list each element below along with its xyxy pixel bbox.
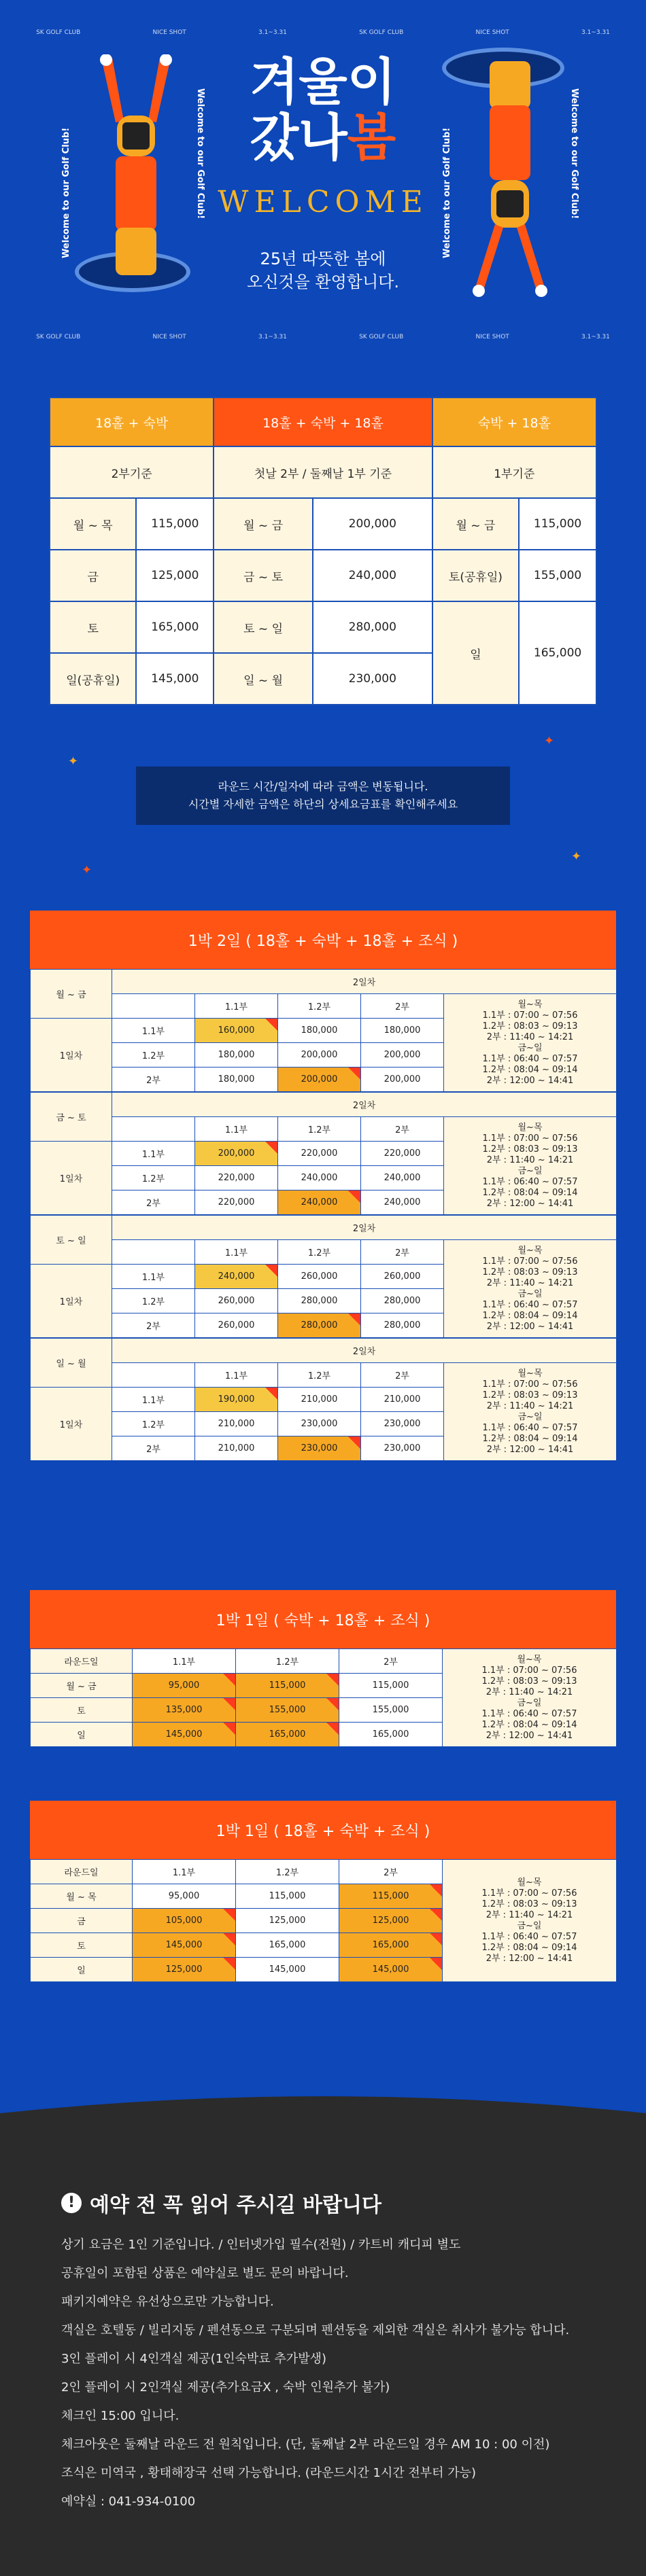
price-cell: 200,000 (361, 1043, 444, 1068)
hero-subtitle (0, 247, 646, 294)
notice-line1: 라운드 시간/일자에 따라 금액은 변동됩니다. (218, 780, 428, 793)
exclamation-icon: ! (61, 2193, 82, 2213)
notice-line2: 시간별 자세한 금액은 하단의 상세요금표를 확인해주세요 (188, 798, 458, 811)
time-line: 1.1부 : 07:00 ~ 07:56 (481, 1888, 577, 1899)
day1-label: 1일차 (31, 1019, 112, 1092)
day-label: 월 ~ 목 (50, 498, 136, 550)
price-cell: 165,000 (339, 1723, 443, 1747)
caution-item: 예약실 : 041-934-0100 (61, 2494, 196, 2509)
time-line: 월~목 (517, 999, 543, 1010)
strip-item: NICE SHOT (152, 29, 186, 36)
day-label: 금 ~ 토 (214, 550, 313, 601)
col-header: 1.1부 (195, 1363, 278, 1388)
time-line: 금~일 (517, 1042, 543, 1053)
caution-list (61, 2233, 585, 2514)
price-cell: 165,000 (236, 1723, 339, 1747)
time-line: 2부 : 12:00 ~ 14:41 (486, 1198, 574, 1209)
time-line: 1.2부 : 08:04 ~ 09:14 (482, 1064, 578, 1075)
price-cell: 280,000 (361, 1289, 444, 1313)
row-label: 1.1부 (112, 1019, 195, 1043)
time-info-cell (444, 1117, 617, 1215)
strip-item: SK GOLF CLUB (359, 334, 404, 340)
day2-label: 2일차 (112, 1339, 617, 1363)
day1-label: 1일차 (31, 1142, 112, 1215)
hero-subtitle-line2: 오신것을 환영합니다. (247, 272, 399, 292)
time-line: 금~일 (517, 1920, 542, 1931)
blank-cell (112, 994, 195, 1019)
section-2day-package (30, 911, 616, 1461)
col-header: 1.2부 (236, 1649, 339, 1674)
price-cell: 180,000 (278, 1019, 361, 1043)
price-cell: 200,000 (361, 1068, 444, 1092)
price-cell: 165,000 (519, 601, 596, 705)
time-line: 금~일 (517, 1165, 543, 1176)
col-header: 1.2부 (278, 1363, 361, 1388)
day-label: 일 (432, 601, 519, 705)
price-cell: 125,000 (136, 550, 214, 601)
caution-title-text: 예약 전 꼭 읽어 주시길 바랍니다 (90, 2193, 381, 2217)
col-header: 1.2부 (278, 1240, 361, 1265)
col-header: 1.1부 (133, 1860, 236, 1884)
col-header: 2부 (361, 1117, 444, 1142)
day-label: 일 (31, 1958, 133, 1982)
time-line: 금~일 (517, 1288, 543, 1299)
price-cell: 125,000 (133, 1958, 236, 1982)
price-cell: 135,000 (133, 1698, 236, 1723)
price-cell: 260,000 (278, 1265, 361, 1289)
time-line: 1.2부 : 08:03 ~ 09:13 (482, 1267, 578, 1277)
time-line: 2부 : 12:00 ~ 14:41 (486, 1953, 573, 1964)
time-line: 2부 : 12:00 ~ 14:41 (486, 1075, 574, 1086)
period-block (30, 1215, 617, 1338)
section-title: 1박 1일 ( 18홀 + 숙박 + 조식 ) (30, 1801, 616, 1859)
price-cell: 115,000 (236, 1674, 339, 1698)
col-header: 1.2부 (278, 1117, 361, 1142)
col-header: 라운드일 (31, 1860, 133, 1884)
price-notice (136, 766, 510, 825)
price-cell: 240,000 (278, 1166, 361, 1190)
price-cell: 280,000 (361, 1313, 444, 1338)
section-stay-18-package (30, 1590, 616, 1747)
header-18-stay: 18홀 + 숙박 (50, 398, 214, 446)
header-stay-18: 숙박 + 18홀 (432, 398, 596, 446)
day2-label: 2일차 (112, 1093, 617, 1117)
base-label: 첫날 2부 / 둘째날 1부 기준 (214, 446, 432, 498)
price-cell: 260,000 (195, 1313, 278, 1338)
hero-subtitle-line1: 25년 따뜻한 봄에 (260, 249, 386, 268)
caution-item: 체크인 15:00 입니다. (61, 2409, 180, 2423)
price-cell: 165,000 (136, 601, 214, 653)
row-label: 2부 (112, 1313, 195, 1338)
time-line: 1.1부 : 06:40 ~ 07:57 (481, 1708, 577, 1719)
time-line: 1.1부 : 06:40 ~ 07:57 (482, 1176, 578, 1187)
time-line: 금~일 (517, 1697, 542, 1708)
col-header: 라운드일 (31, 1649, 133, 1674)
row-label: 1.2부 (112, 1043, 195, 1068)
curve-text-right: Welcome to our Golf Club! (569, 88, 579, 219)
time-line: 1.2부 : 08:03 ~ 09:13 (482, 1021, 578, 1031)
base-label: 2부기준 (50, 446, 214, 498)
price-cell: 240,000 (361, 1190, 444, 1215)
day-label: 일 (31, 1723, 133, 1747)
section-grid (30, 969, 616, 1461)
row-label: 1.2부 (112, 1412, 195, 1436)
col-header: 1.1부 (195, 1240, 278, 1265)
price-cell: 160,000 (195, 1019, 278, 1043)
price-cell: 180,000 (195, 1043, 278, 1068)
confetti-icon: ✦ (68, 754, 79, 769)
bottom-strip (0, 332, 646, 342)
day-label: 일 ~ 월 (214, 653, 313, 705)
price-cell: 230,000 (278, 1412, 361, 1436)
time-line: 1.2부 : 08:04 ~ 09:14 (481, 1719, 577, 1730)
price-cell: 260,000 (195, 1289, 278, 1313)
row-label: 1.1부 (112, 1142, 195, 1166)
price-cell: 115,000 (236, 1884, 339, 1909)
time-line: 월~목 (517, 1877, 542, 1888)
price-cell: 165,000 (339, 1933, 443, 1958)
time-line: 월~목 (517, 1122, 543, 1133)
time-line: 2부 : 11:40 ~ 14:21 (486, 1154, 574, 1165)
row-label: 1.2부 (112, 1289, 195, 1313)
price-cell: 145,000 (339, 1958, 443, 1982)
time-line: 1.1부 : 06:40 ~ 07:57 (482, 1299, 578, 1310)
col-header: 2부 (361, 994, 444, 1019)
price-cell: 210,000 (195, 1412, 278, 1436)
time-line: 1.1부 : 06:40 ~ 07:57 (481, 1931, 577, 1942)
price-cell: 210,000 (361, 1388, 444, 1412)
day1-label: 1일차 (31, 1265, 112, 1338)
col-header: 2부 (361, 1363, 444, 1388)
day-label: 토 ~ 일 (214, 601, 313, 653)
price-summary-table (49, 397, 597, 705)
row-label: 1.2부 (112, 1166, 195, 1190)
confetti-icon: ✦ (571, 849, 582, 864)
period-label: 월 ~ 금 (31, 970, 112, 1019)
caution-item: 상기 요금은 1인 기준입니다. / 인터넷가입 필수(전원) / 카트비 캐디피 별도 (61, 2238, 461, 2252)
caution-item: 체크아웃은 둘째날 라운드 전 원칙입니다. (단, 둘째날 2부 라운드일 경우 AM 10 : 00 이전) (61, 2437, 550, 2452)
day2-label: 2일차 (112, 1216, 617, 1240)
hero-title-line1: 겨울이 (250, 53, 396, 111)
day-label: 토 (31, 1933, 133, 1958)
section-18-stay-package (30, 1801, 616, 1982)
strip-item: SK GOLF CLUB (36, 29, 81, 36)
strip-item: NICE SHOT (475, 334, 509, 340)
time-info-cell (444, 1240, 617, 1338)
row-label: 2부 (112, 1190, 195, 1215)
time-line: 2부 : 11:40 ~ 14:21 (486, 1400, 574, 1411)
price-cell: 190,000 (195, 1388, 278, 1412)
time-line: 2부 : 11:40 ~ 14:21 (486, 1687, 573, 1697)
price-cell: 115,000 (136, 498, 214, 550)
strip-item: SK GOLF CLUB (359, 29, 404, 36)
price-cell: 145,000 (133, 1723, 236, 1747)
day-label: 월 ~ 금 (432, 498, 519, 550)
col-header: 1.2부 (236, 1860, 339, 1884)
price-cell: 240,000 (313, 550, 432, 601)
price-cell: 260,000 (361, 1265, 444, 1289)
price-cell: 115,000 (339, 1884, 443, 1909)
price-cell: 180,000 (195, 1068, 278, 1092)
hero-title-line2 (0, 110, 646, 166)
strip-item: NICE SHOT (475, 29, 509, 36)
price-cell: 165,000 (236, 1933, 339, 1958)
price-cell: 230,000 (313, 653, 432, 705)
row-label: 2부 (112, 1068, 195, 1092)
time-info-cell (444, 994, 617, 1092)
welcome-text: WELCOME (218, 185, 428, 219)
price-cell: 200,000 (195, 1142, 278, 1166)
caution-item: 2인 플레이 시 2인객실 제공(추가요금X , 숙박 인원추가 불가) (61, 2380, 390, 2395)
price-cell: 95,000 (133, 1674, 236, 1698)
price-cell: 230,000 (361, 1412, 444, 1436)
confetti-icon: ✦ (82, 863, 92, 877)
curve-text-right-2: Welcome to our Golf Club! (442, 127, 452, 258)
blank-cell (112, 1117, 195, 1142)
section-title: 1박 1일 ( 숙박 + 18홀 + 조식 ) (30, 1590, 616, 1648)
time-line: 1.2부 : 08:04 ~ 09:14 (482, 1310, 578, 1321)
day-label: 일(공휴일) (50, 653, 136, 705)
day-label: 금 (50, 550, 136, 601)
price-cell: 155,000 (519, 550, 596, 601)
strip-item: 3.1~3.31 (581, 29, 610, 36)
time-line: 월~목 (517, 1245, 543, 1256)
period-label: 일 ~ 월 (31, 1339, 112, 1388)
caution-item: 조식은 미역국 , 황태해장국 선택 가능합니다. (라운드시간 1시간 전부터 가능) (61, 2466, 477, 2480)
price-cell: 280,000 (313, 601, 432, 653)
col-header: 1.1부 (133, 1649, 236, 1674)
day-label: 월 ~ 금 (31, 1674, 133, 1698)
time-line: 1.2부 : 08:03 ~ 09:13 (482, 1144, 578, 1154)
time-info-cell (443, 1649, 617, 1747)
caution-item: 공휴일이 포함된 상품은 예약실로 별도 문의 바랍니다. (61, 2266, 349, 2280)
row-label: 1.1부 (112, 1388, 195, 1412)
top-strip (0, 27, 646, 38)
hero-title (0, 54, 646, 166)
time-line: 2부 : 11:40 ~ 14:21 (486, 1909, 573, 1920)
price-cell: 200,000 (313, 498, 432, 550)
price-cell: 145,000 (236, 1958, 339, 1982)
price-cell: 180,000 (361, 1019, 444, 1043)
col-header: 1.2부 (278, 994, 361, 1019)
section-grid (30, 1859, 617, 1982)
strip-item: 3.1~3.31 (258, 334, 287, 340)
section-title: 1박 2일 ( 18홀 + 숙박 + 18홀 + 조식 ) (30, 911, 616, 969)
time-line: 2부 : 12:00 ~ 14:41 (486, 1321, 574, 1332)
day-label: 월 ~ 금 (214, 498, 313, 550)
price-cell: 240,000 (195, 1265, 278, 1289)
day-label: 토 (50, 601, 136, 653)
price-cell: 155,000 (339, 1698, 443, 1723)
col-header: 2부 (361, 1240, 444, 1265)
price-cell: 220,000 (195, 1166, 278, 1190)
price-cell: 240,000 (278, 1190, 361, 1215)
row-label: 1.1부 (112, 1265, 195, 1289)
curve-text-left-2: Welcome to our Golf Club! (195, 88, 205, 219)
period-block (30, 1092, 617, 1215)
day-label: 토 (31, 1698, 133, 1723)
time-line: 1.2부 : 08:03 ~ 09:13 (481, 1676, 577, 1687)
time-line: 1.2부 : 08:03 ~ 09:13 (481, 1899, 577, 1909)
period-label: 금 ~ 토 (31, 1093, 112, 1142)
time-info-cell (444, 1363, 617, 1461)
day2-label: 2일차 (112, 970, 617, 994)
hero-title-gone: 갔나 (250, 109, 347, 167)
confetti-icon: ✦ (544, 734, 555, 748)
blank-cell (112, 1240, 195, 1265)
blank-cell (112, 1363, 195, 1388)
price-cell: 125,000 (339, 1909, 443, 1933)
caution-item: 패키지예약은 유선상으로만 가능합니다. (61, 2295, 274, 2309)
price-cell: 210,000 (278, 1388, 361, 1412)
price-cell: 280,000 (278, 1289, 361, 1313)
price-cell: 145,000 (133, 1933, 236, 1958)
time-line: 금~일 (517, 1411, 543, 1422)
price-cell: 230,000 (278, 1436, 361, 1461)
period-block (30, 969, 617, 1092)
price-cell: 115,000 (339, 1674, 443, 1698)
day-label: 금 (31, 1909, 133, 1933)
price-cell: 95,000 (133, 1884, 236, 1909)
base-label: 1부기준 (432, 446, 596, 498)
price-cell: 115,000 (519, 498, 596, 550)
time-line: 1.1부 : 07:00 ~ 07:56 (482, 1256, 578, 1267)
time-line: 1.1부 : 07:00 ~ 07:56 (482, 1379, 578, 1390)
section-grid (30, 1648, 617, 1747)
wave-divider (0, 2086, 646, 2134)
col-header: 2부 (339, 1649, 443, 1674)
time-line: 1.1부 : 06:40 ~ 07:57 (482, 1053, 578, 1064)
price-cell: 125,000 (236, 1909, 339, 1933)
time-line: 2부 : 12:00 ~ 14:41 (486, 1730, 573, 1741)
period-block (30, 1338, 617, 1461)
strip-item: NICE SHOT (152, 334, 186, 340)
time-line: 1.1부 : 06:40 ~ 07:57 (482, 1422, 578, 1433)
time-info-cell (443, 1860, 617, 1982)
day-label: 토(공휴일) (432, 550, 519, 601)
header-18-stay-18: 18홀 + 숙박 + 18홀 (214, 398, 432, 446)
price-cell: 240,000 (361, 1166, 444, 1190)
price-cell: 220,000 (278, 1142, 361, 1166)
day1-label: 1일차 (31, 1388, 112, 1461)
row-label: 2부 (112, 1436, 195, 1461)
day-label: 월 ~ 목 (31, 1884, 133, 1909)
time-line: 1.2부 : 08:04 ~ 09:14 (482, 1433, 578, 1444)
period-label: 토 ~ 일 (31, 1216, 112, 1265)
time-line: 1.1부 : 07:00 ~ 07:56 (482, 1010, 578, 1021)
price-cell: 105,000 (133, 1909, 236, 1933)
strip-item: 3.1~3.31 (581, 334, 610, 340)
price-cell: 220,000 (361, 1142, 444, 1166)
hero-title-spring: 봄 (347, 109, 396, 167)
strip-item: SK GOLF CLUB (36, 334, 81, 340)
price-cell: 280,000 (278, 1313, 361, 1338)
col-header: 1.1부 (195, 994, 278, 1019)
time-line: 1.1부 : 07:00 ~ 07:56 (482, 1133, 578, 1144)
price-cell: 230,000 (361, 1436, 444, 1461)
time-line: 1.2부 : 08:04 ~ 09:14 (481, 1942, 577, 1953)
curve-text-left: Welcome to our Golf Club! (61, 127, 71, 258)
hero-banner (0, 0, 646, 347)
price-cell: 145,000 (136, 653, 214, 705)
price-cell: 210,000 (195, 1436, 278, 1461)
caution-item: 3인 플레이 시 4인객실 제공(1인숙박료 추가발생) (61, 2352, 326, 2366)
col-header: 2부 (339, 1860, 443, 1884)
price-cell: 155,000 (236, 1698, 339, 1723)
price-cell: 220,000 (195, 1190, 278, 1215)
time-line: 2부 : 11:40 ~ 14:21 (486, 1277, 574, 1288)
time-line: 1.1부 : 07:00 ~ 07:56 (481, 1665, 577, 1676)
caution-title (61, 2188, 585, 2218)
time-line: 월~목 (517, 1368, 543, 1379)
time-line: 2부 : 11:40 ~ 14:21 (486, 1031, 574, 1042)
price-cell: 200,000 (278, 1043, 361, 1068)
col-header: 1.1부 (195, 1117, 278, 1142)
caution-box (0, 2134, 646, 2576)
caution-item: 객실은 호텔동 / 빌리지동 / 펜션동으로 구분되며 펜션동을 제외한 객실은 취사가 불가능 합니다. (61, 2323, 570, 2337)
time-line: 2부 : 12:00 ~ 14:41 (486, 1444, 574, 1455)
strip-item: 3.1~3.31 (258, 29, 287, 36)
time-line: 1.2부 : 08:04 ~ 09:14 (482, 1187, 578, 1198)
time-line: 월~목 (517, 1654, 542, 1665)
price-cell: 200,000 (278, 1068, 361, 1092)
time-line: 1.2부 : 08:03 ~ 09:13 (482, 1390, 578, 1400)
